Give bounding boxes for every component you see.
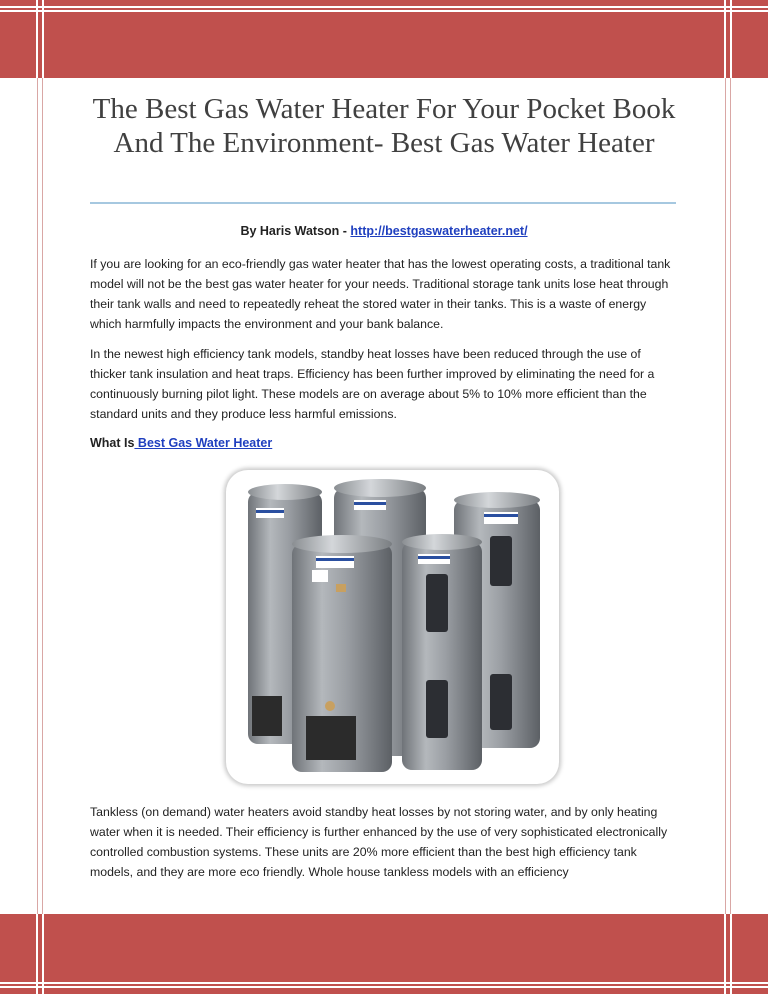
title-divider [90, 202, 676, 204]
band-vline [724, 914, 726, 994]
document-title: The Best Gas Water Heater For Your Pocket Book And The Environment- Best Gas Water Heater [92, 93, 676, 159]
water-heater-tank [292, 535, 392, 772]
band-vline [36, 914, 38, 994]
paragraph-tankless: Tankless (on demand) water heaters avoid standby heat losses by not storing water, and by only heating water when it is needed. Their efficiency is further enhanced by the use of very sophisticated electronically controlled combustion systems. These units are 20% more efficient than the best high efficiency tank models, and they are more eco friendly. Whole house tankless models with an efficiency [90, 805, 668, 879]
paragraph-high-efficiency: In the newest high efficiency tank models, standby heat losses have been reduced through the use of thicker tank insulation and heat traps. Efficiency has been further improved by eliminating the need for a continuously burning pilot light. These models are on average about 5% to 10% more efficient than the standard units and they produce less harmful emissions. [90, 347, 655, 421]
band-vline [730, 0, 732, 78]
byline-link[interactable]: http://bestgaswaterheater.net/ [350, 224, 528, 238]
band-vline [42, 0, 44, 78]
section-heading-prefix: What Is [90, 436, 135, 450]
top-decorative-band [0, 0, 768, 78]
band-vline [730, 914, 732, 994]
band-rule [0, 10, 768, 12]
band-vline [36, 0, 38, 78]
page-side-line [725, 78, 726, 914]
water-heaters-photo [226, 470, 559, 784]
page-side-line [42, 78, 43, 914]
page-side-line [37, 78, 38, 914]
byline-author: By Haris Watson - [240, 224, 351, 238]
water-heaters-illustration [226, 470, 559, 784]
water-heater-tank [402, 534, 482, 770]
band-vline [724, 0, 726, 78]
band-rule [0, 982, 768, 984]
section-heading-link[interactable]: Best Gas Water Heater [134, 436, 273, 450]
band-vline [42, 914, 44, 994]
band-rule [0, 986, 768, 988]
paragraph-intro: If you are looking for an eco-friendly gas water heater that has the lowest operating costs, a traditional tank model will not be the best gas water heater for your needs. Traditional storage tank units lose heat through their tank walls and need to repeatedly reheat the stored water in their tanks. This is a waste of energy which harmfully impacts the environment and your bank balance. [90, 257, 671, 331]
page-side-line [730, 78, 731, 914]
bottom-decorative-band [0, 914, 768, 994]
section-heading [90, 436, 272, 450]
band-rule [0, 6, 768, 8]
byline [90, 224, 678, 238]
